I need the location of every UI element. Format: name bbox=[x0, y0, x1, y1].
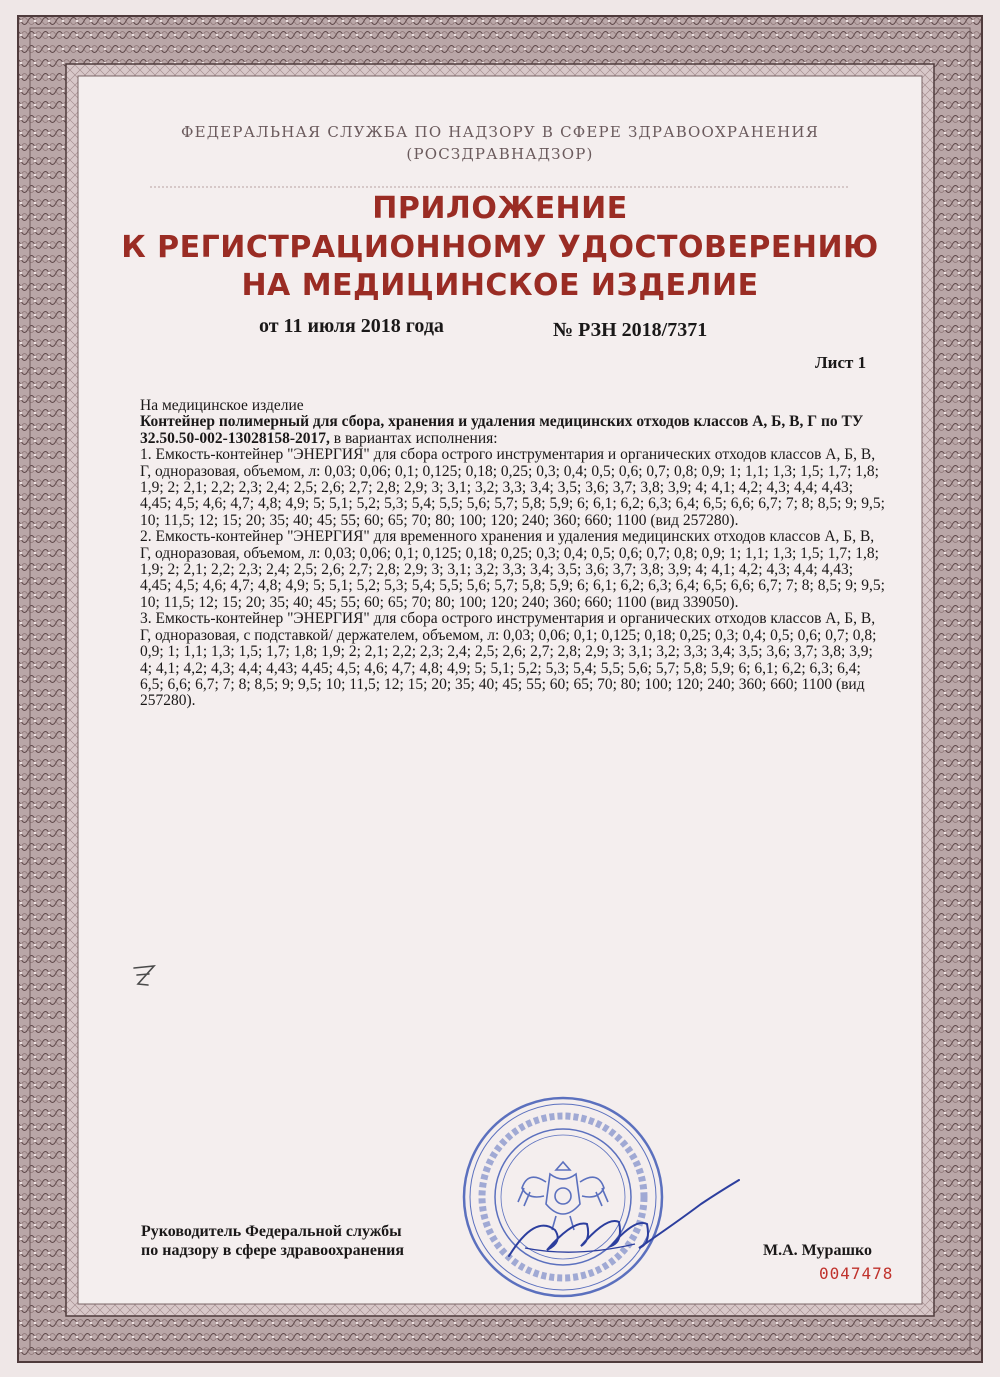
title-line-3: НА МЕДИЦИНСКОЕ ИЗДЕЛИЕ bbox=[241, 268, 759, 303]
intro-text: На медицинское изделие bbox=[140, 397, 304, 414]
signatory-name: М.А. Мурашко bbox=[763, 1242, 872, 1259]
agency-name: ФЕДЕРАЛЬНАЯ СЛУЖБА ПО НАДЗОРУ В СФЕРЕ ЗДРАВООХРАНЕНИЯ bbox=[180, 123, 820, 141]
product-description bbox=[140, 414, 885, 447]
variant-item-2: 2. Емкость-контейнер "ЭНЕРГИЯ" для временного хранения и удаления медицинских отходов классов А, Б, В, Г, одноразовая, объемом, л: 0,03; 0,06; 0,1; 0,125; 0,18; 0,25; 0,3; 0,4; 0,5; 0,6; 0,7; 0,8; 0,9; 1; 1,1; 1,3; 1,5; 1,7; 1,8; 1,9; 2; 2,1; 2,2; 2,3; 2,4; 2,5; 2,6; 2,7; 2,8; 2,9; 3; 3,1; 3,2; 3,3; 3,4; 3,5; 3,6; 3,7; 3,8; 3,9; 4; 4,1; 4,2; 4,3; 4,4; 4,43; 4,45; 4,5; 4,6; 4,7; 4,8; 4,9; 5; 5,1; 5,2; 5,3; 5,4; 5,5; 5,6; 5,7; 5,8; 5,9; 6; 6,1; 6,2; 6,3; 6,4; 6,5; 6,6; 6,7; 7; 8; 8,5; 9; 9,5; 10; 11,5; 12; 15; 20; 35; 40; 45; 55; 60; 65; 70; 80; 100; 120; 240; 360; 660; 1100 (вид 339050). bbox=[140, 528, 885, 611]
title-line-1: ПРИЛОЖЕНИЕ bbox=[372, 191, 628, 226]
issue-date: от 11 июля 2018 года bbox=[259, 315, 444, 337]
handwritten-signature bbox=[495, 1170, 745, 1270]
variant-item-3: 3. Емкость-контейнер "ЭНЕРГИЯ" для сбора острого инструментария и органических отходов классов А, Б, В, Г, одноразовая, с подставкой/ держателем, объемом, л: 0,03; 0,06; 0,1; 0,125; 0,18; 0,25; 0,3; 0,4; 0,5; 0,6; 0,7; 0,8; 0,9; 1; 1,1; 1,3; 1,5; 1,7; 1,8; 1,9; 2; 2,1; 2,2; 2,3; 2,4; 2,5; 2,6; 2,7; 2,8; 2,9; 3; 3,1; 3,2; 3,3; 3,4; 3,5; 3,6; 3,7; 3,8; 3,9; 4; 4,1; 4,2; 4,3; 4,4; 4,43; 4,45; 4,5; 4,6; 4,7; 4,8; 4,9; 5; 5,1; 5,2; 5,3; 5,4; 5,5; 5,6; 5,7; 5,8; 5,9; 6; 6,1; 6,2; 6,3; 6,4; 6,5; 6,6; 6,7; 7; 8; 8,5; 9; 9,5; 10; 11,5; 12; 15; 20; 35; 40; 45; 55; 60; 65; 70; 80; 100; 120; 240; 360; 660; 1100 (вид 257280). bbox=[140, 610, 877, 710]
registration-number: № РЗН 2018/7371 bbox=[553, 319, 708, 341]
serial-number: 0047478 bbox=[819, 1264, 894, 1283]
agency-short-name: (РОСЗДРАВНАДЗОР) bbox=[406, 145, 594, 163]
sheet-number: Лист 1 bbox=[815, 353, 867, 372]
title-line-2: К РЕГИСТРАЦИОННОМУ УДОСТОВЕРЕНИЮ bbox=[121, 230, 879, 265]
signatory-title bbox=[141, 1222, 404, 1260]
signatory-title-line-1: Руководитель Федеральной службы bbox=[141, 1223, 402, 1240]
variant-item-1: 1. Емкость-контейнер "ЭНЕРГИЯ" для сбора острого инструментария и органических отходов классов А, Б, В, Г, одноразовая, объемом, л: 0,03; 0,06; 0,1; 0,125; 0,18; 0,25; 0,3; 0,4; 0,5; 0,6; 0,7; 0,8; 0,9; 1; 1,1; 1,3; 1,5; 1,7; 1,8; 1,9; 2; 2,1; 2,2; 2,3; 2,4; 2,5; 2,6; 2,7; 2,8; 2,9; 3; 3,1; 3,2; 3,3; 3,4; 3,5; 3,6; 3,7; 3,8; 3,9; 4; 4,1; 4,2; 4,3; 4,4; 4,43; 4,45; 4,5; 4,6; 4,7; 4,8; 4,9; 5; 5,1; 5,2; 5,3; 5,4; 5,5; 5,6; 5,7; 5,8; 5,9; 6; 6,1; 6,2; 6,3; 6,4; 6,5; 6,6; 6,7; 7; 8; 8,5; 9; 9,5; 10; 11,5; 12; 15; 20; 35; 40; 45; 55; 60; 65; 70; 80; 100; 120; 240; 360; 660; 1100 (вид 257280). bbox=[140, 446, 885, 529]
handwritten-mark-7 bbox=[128, 962, 168, 996]
product-variants-intro: в вариантах исполнения: bbox=[329, 429, 498, 447]
product-name: Контейнер полимерный для сбора, хранения и удаления медицинских отходов классов А, Б, В, Г по ТУ 32.50.50-002-13028158-2017, bbox=[140, 413, 864, 447]
document-body bbox=[140, 398, 885, 710]
signatory-title-line-2: по надзору в сфере здравоохранения bbox=[141, 1242, 405, 1259]
